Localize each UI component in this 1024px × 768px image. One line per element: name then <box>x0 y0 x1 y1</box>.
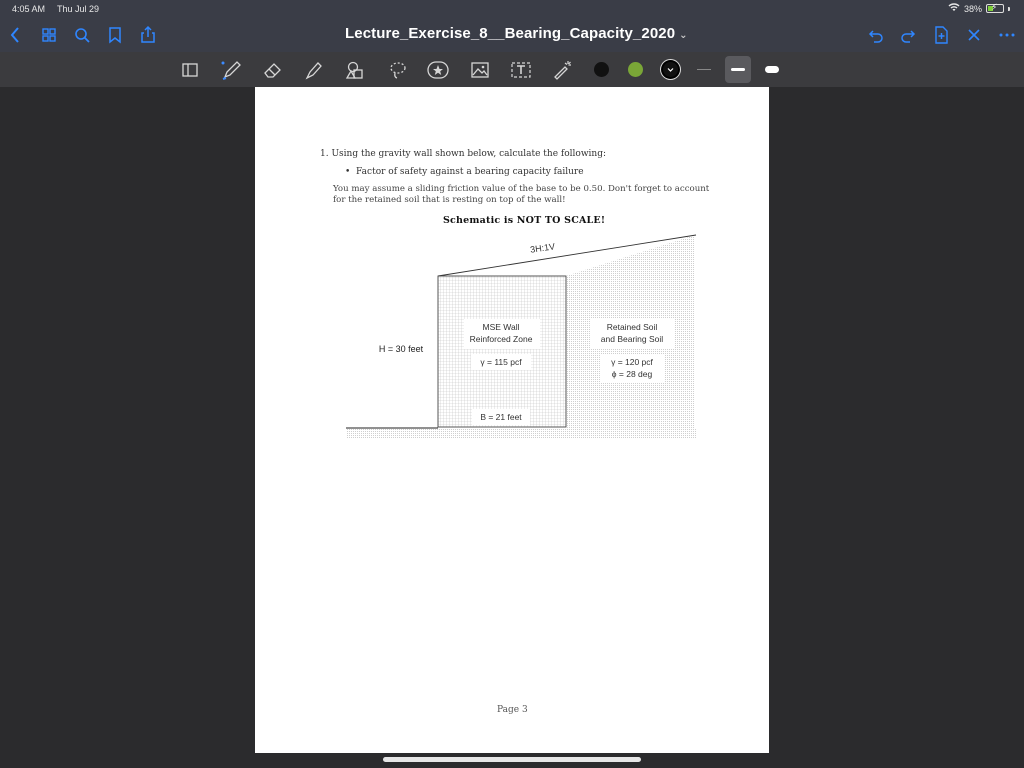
back-icon[interactable] <box>5 24 27 46</box>
annotation-toolbar <box>0 52 1024 87</box>
status-right <box>948 3 1010 14</box>
slope-label: 3H:1V <box>529 241 556 255</box>
scale-note: Schematic is NOT TO SCALE! <box>443 215 606 226</box>
bullet-text: Factor of safety against a bearing capacity failure <box>356 167 584 177</box>
home-indicator[interactable] <box>383 757 641 762</box>
sticker-icon[interactable] <box>426 58 450 82</box>
highlighter-icon[interactable] <box>302 58 326 82</box>
bullet-item: • Factor of safety against a bearing capacity failure <box>345 167 584 177</box>
question-text: 1. Using the gravity wall shown below, calculate the following: <box>320 149 606 159</box>
nav-bar <box>0 18 1024 52</box>
status-time: 4:05 AM <box>12 4 46 14</box>
soil-label-1: Retained Soil <box>606 322 658 332</box>
mse-wall-block <box>438 276 566 427</box>
more-icon[interactable] <box>996 24 1018 46</box>
soil-phi: ϕ = 28 deg <box>611 369 653 379</box>
text-icon[interactable] <box>509 58 533 82</box>
lasso-icon[interactable] <box>386 58 410 82</box>
shapes-icon[interactable] <box>343 58 367 82</box>
color-selected-swatch[interactable] <box>663 62 678 77</box>
stroke-thin-option[interactable] <box>697 69 711 70</box>
document-page[interactable] <box>255 87 769 753</box>
search-icon[interactable] <box>71 24 93 46</box>
color-green-swatch[interactable] <box>628 62 643 77</box>
status-date: Thu Jul 29 <box>57 4 100 14</box>
close-icon[interactable] <box>963 24 985 46</box>
battery-percent: 38% <box>963 3 982 14</box>
grid-icon[interactable] <box>38 24 60 46</box>
laser-pointer-icon[interactable] <box>551 58 575 82</box>
color-black-swatch[interactable] <box>594 62 609 77</box>
wifi-icon <box>948 3 960 14</box>
note-line-1: You may assume a sliding friction value of the base to be 0.50. Don't forget to account <box>333 184 710 194</box>
status-bar <box>0 0 1024 18</box>
pen-icon[interactable] <box>220 58 244 82</box>
chevron-down-icon: ⌄ <box>679 30 688 41</box>
document-title-text: Lecture_Exercise_8__Bearing_Capacity_2020 <box>345 25 676 42</box>
wall-gamma: γ = 115 pcf <box>480 357 522 367</box>
battery-icon: ⚡ <box>986 4 1004 13</box>
undo-icon[interactable] <box>865 24 887 46</box>
height-label: H = 30 feet <box>378 344 424 354</box>
eraser-icon[interactable] <box>261 58 285 82</box>
wall-label-2: Reinforced Zone <box>469 334 533 344</box>
stroke-medium-option[interactable] <box>725 56 751 83</box>
add-page-icon[interactable] <box>930 24 952 46</box>
soil-gamma: γ = 120 pcf <box>611 357 653 367</box>
base-label: B = 21 feet <box>480 412 522 422</box>
share-icon[interactable] <box>137 24 159 46</box>
soil-label-2: and Bearing Soil <box>600 334 664 344</box>
redo-icon[interactable] <box>897 24 919 46</box>
gravity-wall-schematic <box>255 227 769 527</box>
page-number: Page 3 <box>497 705 528 715</box>
page-view-icon[interactable] <box>178 58 202 82</box>
note-text <box>333 184 718 206</box>
document-title[interactable] <box>345 25 688 42</box>
image-icon[interactable] <box>468 58 492 82</box>
note-line-2: for the retained soil that is resting on top of the wall! <box>333 195 566 205</box>
wall-label-1: MSE Wall <box>482 322 520 332</box>
bookmark-icon[interactable] <box>104 24 126 46</box>
stroke-thick-option[interactable] <box>765 66 779 73</box>
